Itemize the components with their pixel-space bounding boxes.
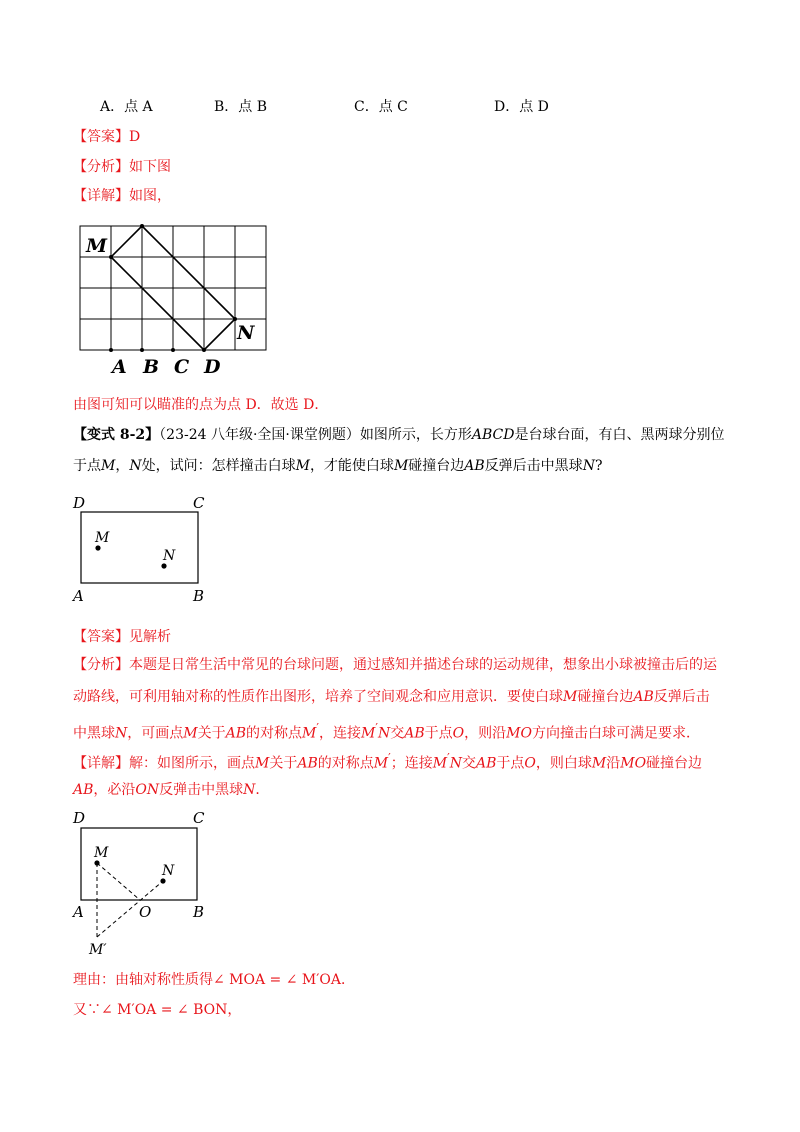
ball-m [94, 860, 99, 865]
q2-m: M [101, 458, 116, 474]
refl-label-mp: M′ [89, 942, 107, 958]
rect-label-c: C [193, 494, 205, 512]
sym-mo: MO [506, 725, 532, 742]
detail-text: ，必沿 [93, 782, 136, 798]
refl-label-c: C [193, 809, 205, 827]
q2-m: M [393, 458, 409, 474]
analysis-line [73, 157, 171, 177]
q2-analysis-l2 [73, 687, 710, 707]
analysis-text: 的对称点 [246, 725, 302, 742]
ball-n [160, 878, 165, 883]
sym-on: ON [135, 782, 160, 798]
reflection-figure [65, 806, 235, 966]
detail-text: 沿 [606, 755, 621, 772]
answer-line [73, 127, 140, 147]
detail-tag: 【详解】 [73, 188, 129, 204]
rect-label-m: M [95, 530, 110, 546]
sym-o: O [524, 755, 536, 772]
label-a: A [112, 356, 127, 378]
sym-prime: ′ [375, 721, 378, 735]
q1-conclusion: 由图可知可以瞄准的点为点 D．故选 D． [73, 397, 329, 413]
label-m: M [86, 235, 108, 257]
q2-answer-line [73, 627, 171, 647]
sym-mp: M [373, 755, 389, 772]
sym-n: N [115, 725, 128, 742]
sym-ab: AB [73, 782, 94, 798]
q2-tag: 【变式 8-2】 [73, 427, 160, 443]
sym-ab: AB [297, 755, 318, 772]
refl-label-a: A [73, 903, 84, 921]
sym-n: N [243, 782, 256, 798]
detail-text: 如图， [129, 188, 171, 204]
q2-m: M [295, 458, 310, 474]
analysis-text: 于点 [424, 725, 453, 742]
detail-text: ；连接 [390, 755, 433, 772]
rect-label-d: D [73, 494, 86, 512]
label-d: D [204, 356, 221, 378]
q2-line2 [73, 456, 602, 476]
reason-line1: 理由：由轴对称性质得∠ MOA = ∠ M′OA． [73, 972, 356, 988]
sym-mp: M [432, 755, 448, 772]
sym-mp: M [361, 725, 376, 742]
q2-analysis-l3 [73, 718, 700, 744]
option-b: B．点 B [214, 99, 268, 115]
analysis-tag: 【分析】 [73, 657, 129, 673]
detail-tag: 【详解】 [73, 755, 129, 772]
detail-line [73, 186, 171, 206]
ball-m [95, 545, 100, 550]
refl-label-o: O [139, 903, 152, 921]
refl-label-b: B [193, 903, 205, 921]
table-figure [65, 488, 225, 608]
sym-m: M [563, 689, 578, 705]
option-a: A．点 A [100, 99, 153, 115]
sym-n: N [378, 725, 391, 742]
sym-prime: ′ [388, 751, 391, 765]
q2-ab: AB [464, 458, 485, 474]
refl-label-d: D [73, 809, 86, 827]
sym-n: N [449, 755, 462, 772]
q2-n: N [129, 458, 142, 474]
option-c: C．点 C [354, 99, 408, 115]
analysis-text: ，可画点 [127, 725, 184, 742]
sym-m: M [183, 725, 198, 742]
q2-detail-l2 [73, 780, 269, 800]
options-row [0, 97, 800, 117]
q2-n: N [582, 458, 595, 474]
grid-figure [70, 215, 285, 380]
sym-ab: AB [633, 689, 654, 705]
q2-analysis-l1 [73, 655, 717, 675]
answer-value: D [129, 129, 141, 145]
answer-value: 见解析 [129, 629, 171, 645]
sym-ab: AB [225, 725, 246, 742]
analysis-text: 中黑球 [73, 725, 115, 742]
analysis-text: 动路线，可利用轴对称的性质作出图形，培养了空间观念和应用意识．要使白球 [73, 689, 563, 705]
detail-text: 碰撞台边 [646, 755, 703, 772]
sym-mo: MO [620, 755, 647, 772]
answer-tag: 【答案】 [73, 129, 129, 145]
rect-label-n: N [163, 548, 176, 564]
q2-text: 是台球台面，有白、黑两球分别位 [514, 427, 725, 443]
analysis-text: ，连接 [319, 725, 361, 742]
q2-text: 如图所示，长方形 [359, 427, 472, 443]
analysis-tag: 【分析】 [73, 159, 129, 175]
option-d: D．点 D [494, 99, 549, 115]
analysis-text: 关于 [197, 725, 226, 742]
detail-text: 的对称点 [317, 755, 374, 772]
sym-ab: AB [404, 725, 425, 742]
sym-mp: M [302, 725, 317, 742]
rect-label-a: A [73, 587, 84, 605]
analysis-text: 如下图 [129, 159, 171, 175]
sym-prime: ′ [447, 751, 450, 765]
q2-text: 处，试问：怎样撞击白球 [141, 458, 296, 474]
label-n: N [237, 322, 255, 344]
q2-text: 反弹后击中黑球 [484, 458, 583, 474]
rect-label-b: B [193, 587, 205, 605]
detail-text: 于点 [496, 755, 525, 772]
analysis-text: 反弹后击 [653, 689, 710, 705]
sym-m: M [255, 755, 270, 772]
q2-text: 于点 [73, 458, 101, 474]
q2-line1 [73, 425, 725, 445]
q2-source: （23-24 八年级·全国·课堂例题） [159, 427, 360, 443]
q2-abcd: ABCD [471, 427, 515, 443]
sym-ab: AB [476, 755, 497, 772]
answer-tag: 【答案】 [73, 629, 129, 645]
label-c: C [174, 356, 190, 378]
q2-text: ，才能使白球 [309, 458, 394, 474]
analysis-text: 碰撞台边 [577, 689, 634, 705]
refl-label-m: M [94, 845, 109, 861]
refl-label-n: N [162, 863, 175, 879]
analysis-text: 方向撞击白球可满足要求． [531, 725, 700, 742]
analysis-text: 交 [390, 725, 405, 742]
detail-text: 交 [462, 755, 476, 772]
q2-detail-l1 [73, 748, 702, 774]
ball-n [161, 563, 166, 568]
detail-text: ． [255, 782, 270, 798]
q2-text: ? [594, 458, 603, 474]
detail-text: ，则白球 [535, 755, 592, 772]
q2-text: 碰撞台边 [408, 458, 465, 474]
sym-m: M [591, 755, 607, 772]
label-b: B [143, 356, 160, 378]
analysis-text: 本题是日常生活中常见的台球问题，通过感知并描述台球的运动规律，想象出小球被撞击后的运 [129, 657, 717, 673]
reason-line2: 又∵∠ M′OA = ∠ BON， [73, 1002, 242, 1018]
detail-text: 关于 [269, 755, 298, 772]
analysis-text: ，则沿 [464, 725, 507, 742]
sym-o: O [452, 725, 465, 742]
detail-text: 解：如图所示，画点 [129, 755, 255, 772]
detail-text: 反弹击中黑球 [159, 782, 244, 798]
sym-prime: ′ [316, 721, 319, 735]
q2-text: ， [115, 458, 130, 474]
